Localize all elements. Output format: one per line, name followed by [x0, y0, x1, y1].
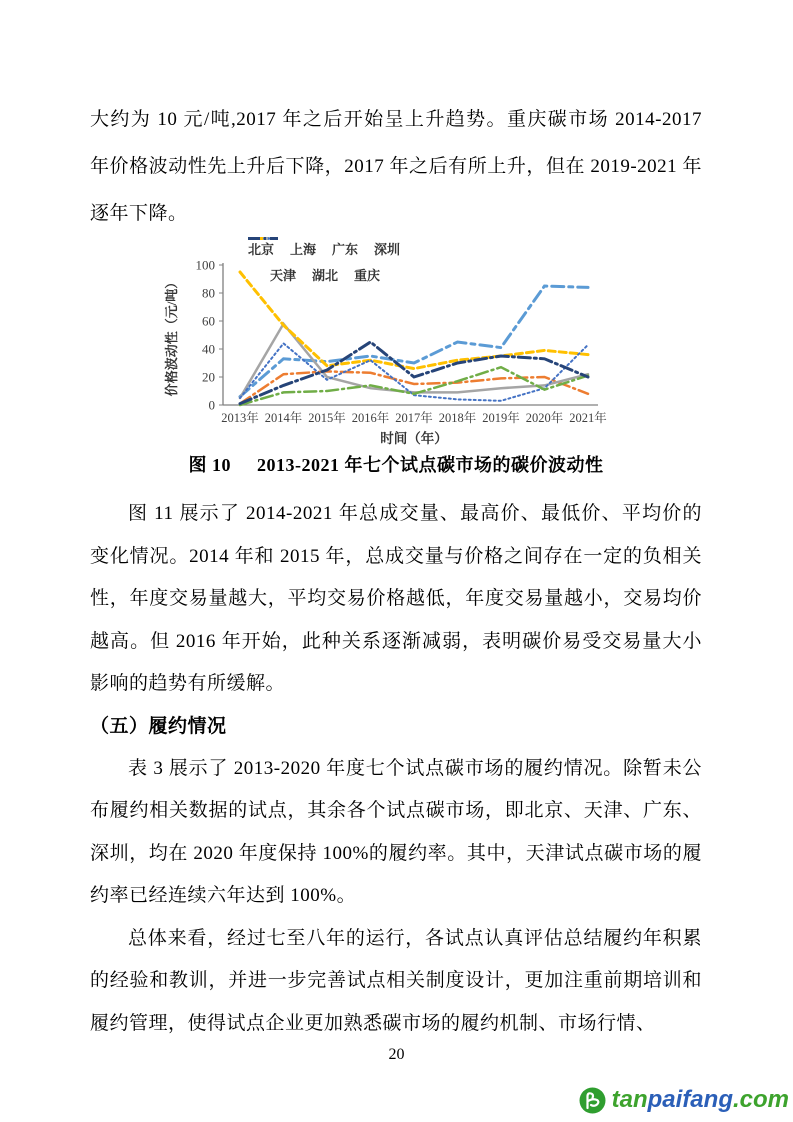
x-axis-title: 时间（年）	[380, 431, 448, 446]
x-tick-label: 2016年	[351, 411, 390, 425]
legend-label-beijing: 北京	[248, 241, 275, 257]
page-content	[90, 96, 702, 1045]
legend-row-2	[270, 261, 608, 287]
section-heading-compliance: （五）履约情况	[90, 715, 227, 737]
x-tick-label: 2017年	[395, 411, 433, 425]
volatility-line-chart	[160, 239, 640, 447]
paragraph-compliance-summary: 总体来看，经过七至八年的运行，各试点认真评估总结履约年积累的经验和教训，并进一步完善试点相关制度设计，更加注重前期培训和履约管理，使得试点企业更加熟悉碳市场的履约机制、市场行情、	[90, 927, 702, 1034]
y-tick-label: 100	[195, 257, 215, 273]
legend-label-hubei: 湖北	[312, 267, 339, 283]
paragraph-compliance-table3: 表 3 展示了 2013-2020 年度七个试点碳市场的履约情况。除暂未公布履约相关数据的试点，其余各个试点碳市场，即北京、天津、广东、深圳，均在 2020 年度保持 100%的履约率。其中，天津试点碳市场的履约率已经连续六年达到 100%。	[90, 757, 702, 906]
legend-item-hubei	[312, 265, 338, 284]
y-tick-label: 0	[208, 397, 215, 413]
logo-text-paifang: paifang	[647, 1086, 733, 1113]
paragraph-figure11-discussion: 图 11 展示了 2014-2021 年总成交量、最高价、最低价、平均价的变化情况。2014 年和 2015 年，总成交量与价格之间存在一定的负相关性，年度交易量越大，平均交易价格越低，年度交易量越小，交易均价越高。但 2016 年开始，此种关系逐渐减弱，表明碳价易受交易量大小影响的趋势有所缓解。	[90, 503, 702, 694]
legend-label-shanghai: 上海	[290, 241, 317, 257]
y-tick-label: 20	[202, 369, 215, 385]
page-number: 20	[388, 1046, 405, 1063]
x-tick-label: 2019年	[482, 411, 520, 425]
legend-label-shenzhen: 深圳	[374, 241, 401, 257]
legend-item-shanghai	[290, 239, 316, 258]
y-tick-label: 80	[202, 285, 215, 301]
logo-text	[612, 1086, 789, 1114]
legend-row-1	[248, 235, 608, 261]
paragraph-price-volatility: 大约为 10 元/吨,2017 年之后开始呈上升趋势。重庆碳市场 2014-2017 年价格波动性先上升后下降，2017 年之后有所上升，但在 2019-2021 年逐年下降。	[90, 109, 702, 224]
y-tick-label: 60	[202, 313, 215, 329]
series-line-beijing	[240, 286, 588, 397]
x-tick-label: 2018年	[438, 411, 477, 425]
x-tick-label: 2021年	[569, 411, 607, 425]
x-tick-label: 2015年	[308, 411, 346, 425]
y-tick-label: 40	[202, 341, 215, 357]
legend-line-sample-chongqing	[248, 235, 278, 242]
legend-label-tianjin: 天津	[270, 267, 297, 283]
legend-item-shenzhen	[374, 239, 400, 258]
legend-label-chongqing: 重庆	[354, 267, 381, 283]
legend-item-tianjin	[270, 265, 296, 284]
tanpaifang-logo-icon	[579, 1087, 606, 1114]
legend-item-chongqing	[354, 265, 380, 284]
logo-text-com: .com	[732, 1086, 789, 1113]
figure-caption-label: 图 10	[188, 455, 231, 475]
legend-item-guangdong	[332, 239, 358, 258]
figure-10-block	[90, 239, 702, 479]
x-tick-label: 2014年	[264, 411, 303, 425]
y-axis-title: 价格波动性（元/吨）	[164, 275, 179, 397]
x-tick-label: 2020年	[525, 411, 564, 425]
x-tick-label: 2013年	[221, 411, 259, 425]
tanpaifang-logo	[579, 1086, 789, 1114]
logo-text-tan: tan	[611, 1086, 648, 1113]
chart-legend	[248, 235, 608, 287]
legend-label-guangdong: 广东	[332, 241, 359, 257]
figure-caption	[90, 451, 702, 479]
figure-caption-text: 2013-2021 年七个试点碳市场的碳价波动性	[257, 455, 604, 475]
